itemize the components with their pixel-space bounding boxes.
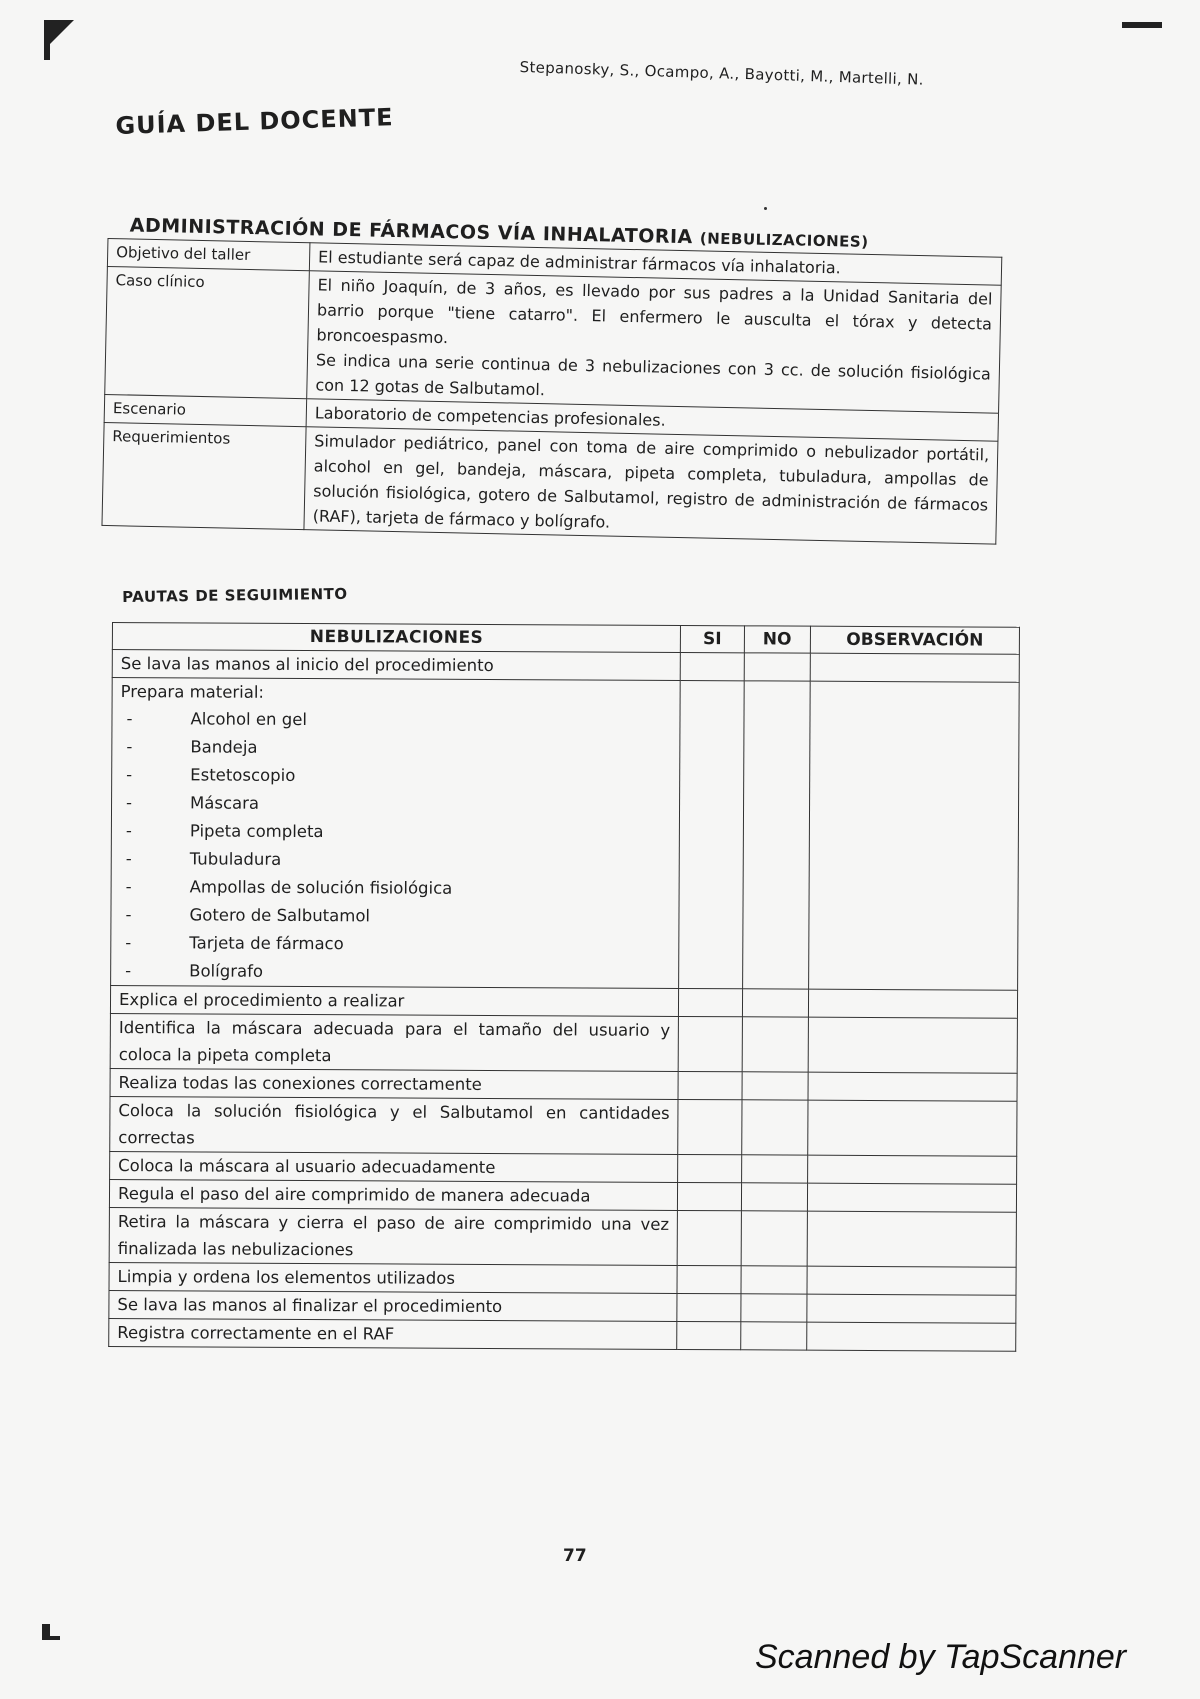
- info-text: Se indica una serie continua de 3 nebulizaciones con 3 cc. de solución fisiológica con 12 gotas de Salbutamol.: [315, 350, 992, 400]
- info-text: El estudiante será capaz de administrar fármacos vía inhalatoria.: [309, 243, 1001, 285]
- step-text: Coloca la solución fisiológica y el Salbutamol en cantidades correctas: [110, 1096, 679, 1154]
- material-label: Bolígrafo: [189, 961, 264, 981]
- table-row: [109, 1179, 1016, 1212]
- list-item: [119, 901, 670, 932]
- table-row: [109, 1318, 1016, 1351]
- list-item: [119, 957, 670, 988]
- step-text: Identifica la máscara adecuada para el tamaño del usuario y coloca la pipeta completa: [110, 1013, 679, 1071]
- list-item: [120, 789, 671, 820]
- observation-cell[interactable]: [807, 1294, 1016, 1323]
- list-item: [119, 929, 670, 960]
- no-cell[interactable]: [741, 1211, 808, 1266]
- si-cell[interactable]: [680, 652, 743, 680]
- bullet: -: [126, 765, 133, 785]
- guide-title: GUÍA DEL DOCENTE: [115, 103, 394, 140]
- bullet: -: [125, 877, 132, 897]
- workshop-info-section: [101, 214, 1012, 545]
- material-label: Alcohol en gel: [190, 709, 308, 730]
- table-row: [109, 1290, 1016, 1323]
- info-row-clinical-case: [105, 266, 1001, 413]
- info-text: Simulador pediátrico, panel con toma de aire comprimido o nebulizador portátil, alcohol en gel, bandeja, máscara, pipeta completa, tubuladura, ampollas de solución fisiológica, gotero de Salbutamol, registro de administración de fármacos (RAF), tarjeta de fármaco y bolígrafo.: [304, 427, 998, 544]
- workshop-info-table: [101, 238, 1002, 545]
- no-cell[interactable]: [741, 1100, 808, 1155]
- bullet: -: [125, 933, 132, 953]
- list-item: [120, 817, 671, 848]
- si-cell[interactable]: [678, 1016, 742, 1071]
- observation-cell[interactable]: [807, 1266, 1016, 1295]
- follow-up-title: PAUTAS DE SEGUIMIENTO: [122, 584, 348, 606]
- si-cell[interactable]: [679, 680, 744, 988]
- header-observation: OBSERVACIÓN: [810, 626, 1019, 654]
- no-cell[interactable]: [742, 1017, 809, 1072]
- table-row: [110, 1096, 1017, 1156]
- info-label: Escenario: [104, 394, 307, 426]
- no-cell[interactable]: [742, 1072, 808, 1100]
- si-cell[interactable]: [677, 1265, 740, 1293]
- step-text: Se lava las manos al finalizar el procedimiento: [109, 1290, 677, 1321]
- observation-cell[interactable]: [810, 653, 1019, 682]
- si-cell[interactable]: [678, 1099, 742, 1154]
- bullet: -: [125, 849, 132, 869]
- table-row: [110, 1013, 1017, 1073]
- no-cell[interactable]: [740, 1294, 806, 1322]
- materials-title: Prepara material:: [120, 682, 265, 702]
- material-label: Estetoscopio: [190, 765, 296, 785]
- table-row: [109, 1262, 1016, 1295]
- step-text: Se lava las manos al inicio del procedimiento: [112, 650, 680, 681]
- list-item: [120, 761, 671, 792]
- page-number: 77: [563, 1546, 587, 1566]
- header-si: SI: [681, 625, 744, 652]
- no-cell[interactable]: [742, 681, 810, 989]
- si-cell[interactable]: [678, 1071, 741, 1099]
- si-cell[interactable]: [678, 1154, 741, 1182]
- observation-cell[interactable]: [807, 1211, 1016, 1267]
- list-item: [120, 845, 671, 876]
- material-label: Ampollas de solución fisiológica: [189, 877, 453, 898]
- table-row: [109, 1207, 1016, 1267]
- bullet: -: [126, 793, 133, 813]
- si-cell[interactable]: [677, 1210, 741, 1265]
- no-cell[interactable]: [744, 653, 810, 681]
- material-label: Tarjeta de fármaco: [189, 933, 344, 954]
- material-label: Gotero de Salbutamol: [189, 905, 371, 926]
- observation-cell[interactable]: [808, 989, 1017, 1018]
- step-text: Realiza todas las conexiones correctamente: [110, 1068, 678, 1099]
- no-cell[interactable]: [740, 1322, 806, 1350]
- list-item: [120, 873, 671, 904]
- observation-cell[interactable]: [807, 1183, 1016, 1212]
- step-text: Coloca la máscara al usuario adecuadamente: [110, 1151, 678, 1182]
- table-row: [110, 1068, 1017, 1101]
- material-label: Bandeja: [190, 737, 258, 757]
- material-label: Tubuladura: [189, 849, 282, 869]
- table-row: [110, 1151, 1017, 1184]
- bullet: -: [125, 821, 132, 841]
- workshop-title-main: ADMINISTRACIÓN DE FÁRMACOS VÍA INHALATORIA: [129, 214, 693, 249]
- observation-cell[interactable]: [807, 1155, 1016, 1184]
- no-cell[interactable]: [741, 1266, 807, 1294]
- checklist-section: [108, 622, 1020, 1352]
- material-label: Máscara: [190, 793, 260, 813]
- header-procedure: NEBULIZACIONES: [112, 623, 680, 653]
- step-text: Regula el paso del aire comprimido de manera adecuada: [109, 1179, 677, 1210]
- table-row-materials: [111, 678, 1020, 991]
- observation-cell[interactable]: [807, 1322, 1016, 1351]
- table-row: [110, 985, 1017, 1018]
- si-cell[interactable]: [678, 1182, 741, 1210]
- si-cell[interactable]: [679, 988, 742, 1016]
- no-cell[interactable]: [741, 1155, 807, 1183]
- scan-corner-mark: [44, 20, 74, 50]
- info-row-requirements: [102, 422, 998, 544]
- info-label: Caso clínico: [105, 266, 310, 398]
- step-text: Limpia y ordena los elementos utilizados: [109, 1262, 677, 1293]
- step-text: Registra correctamente en el RAF: [109, 1318, 677, 1349]
- authors-line: Stepanosky, S., Ocampo, A., Bayotti, M., Martelli, N.: [519, 58, 925, 89]
- workshop-title-sub: (NEBULIZACIONES): [699, 229, 869, 251]
- scanner-watermark: Scanned by TapScanner: [755, 1638, 1127, 1676]
- list-item: [120, 733, 671, 764]
- header-no: NO: [744, 626, 810, 653]
- checklist-table: [108, 622, 1020, 1352]
- materials-cell: [111, 678, 681, 989]
- no-cell[interactable]: [741, 1183, 807, 1211]
- bullet: -: [126, 709, 133, 729]
- si-cell[interactable]: [677, 1321, 740, 1349]
- info-label: Requerimientos: [102, 422, 306, 529]
- observation-cell[interactable]: [808, 1100, 1017, 1156]
- materials-list: [119, 705, 672, 988]
- info-text-block: [307, 271, 1002, 413]
- scan-corner-mark: [42, 1636, 60, 1640]
- observation-cell[interactable]: [808, 1072, 1017, 1101]
- info-text: El niño Joaquín, de 3 años, es llevado por sus padres a la Unidad Sanitaria del barrio porque "tiene catarro". El enfermero le ausculta el tórax y detecta broncoespasmo.: [316, 275, 993, 348]
- material-label: Pipeta completa: [189, 821, 324, 842]
- step-text: Explica el procedimiento a realizar: [110, 985, 678, 1016]
- si-cell[interactable]: [677, 1293, 740, 1321]
- info-text: Laboratorio de competencias profesionales.: [306, 399, 998, 441]
- bullet: -: [125, 961, 132, 981]
- scan-corner-mark: [1122, 22, 1162, 28]
- table-row: [112, 650, 1019, 683]
- observation-cell[interactable]: [808, 1017, 1017, 1073]
- observation-cell[interactable]: [808, 681, 1019, 990]
- bullet: -: [126, 737, 133, 757]
- step-text: Retira la máscara y cierra el paso de aire comprimido una vez finalizada las nebulizaciones: [109, 1207, 678, 1265]
- list-item: [120, 705, 671, 736]
- bullet: -: [125, 905, 132, 925]
- no-cell[interactable]: [742, 989, 808, 1017]
- scan-dot: [764, 207, 767, 210]
- info-label: Objetivo del taller: [107, 239, 310, 271]
